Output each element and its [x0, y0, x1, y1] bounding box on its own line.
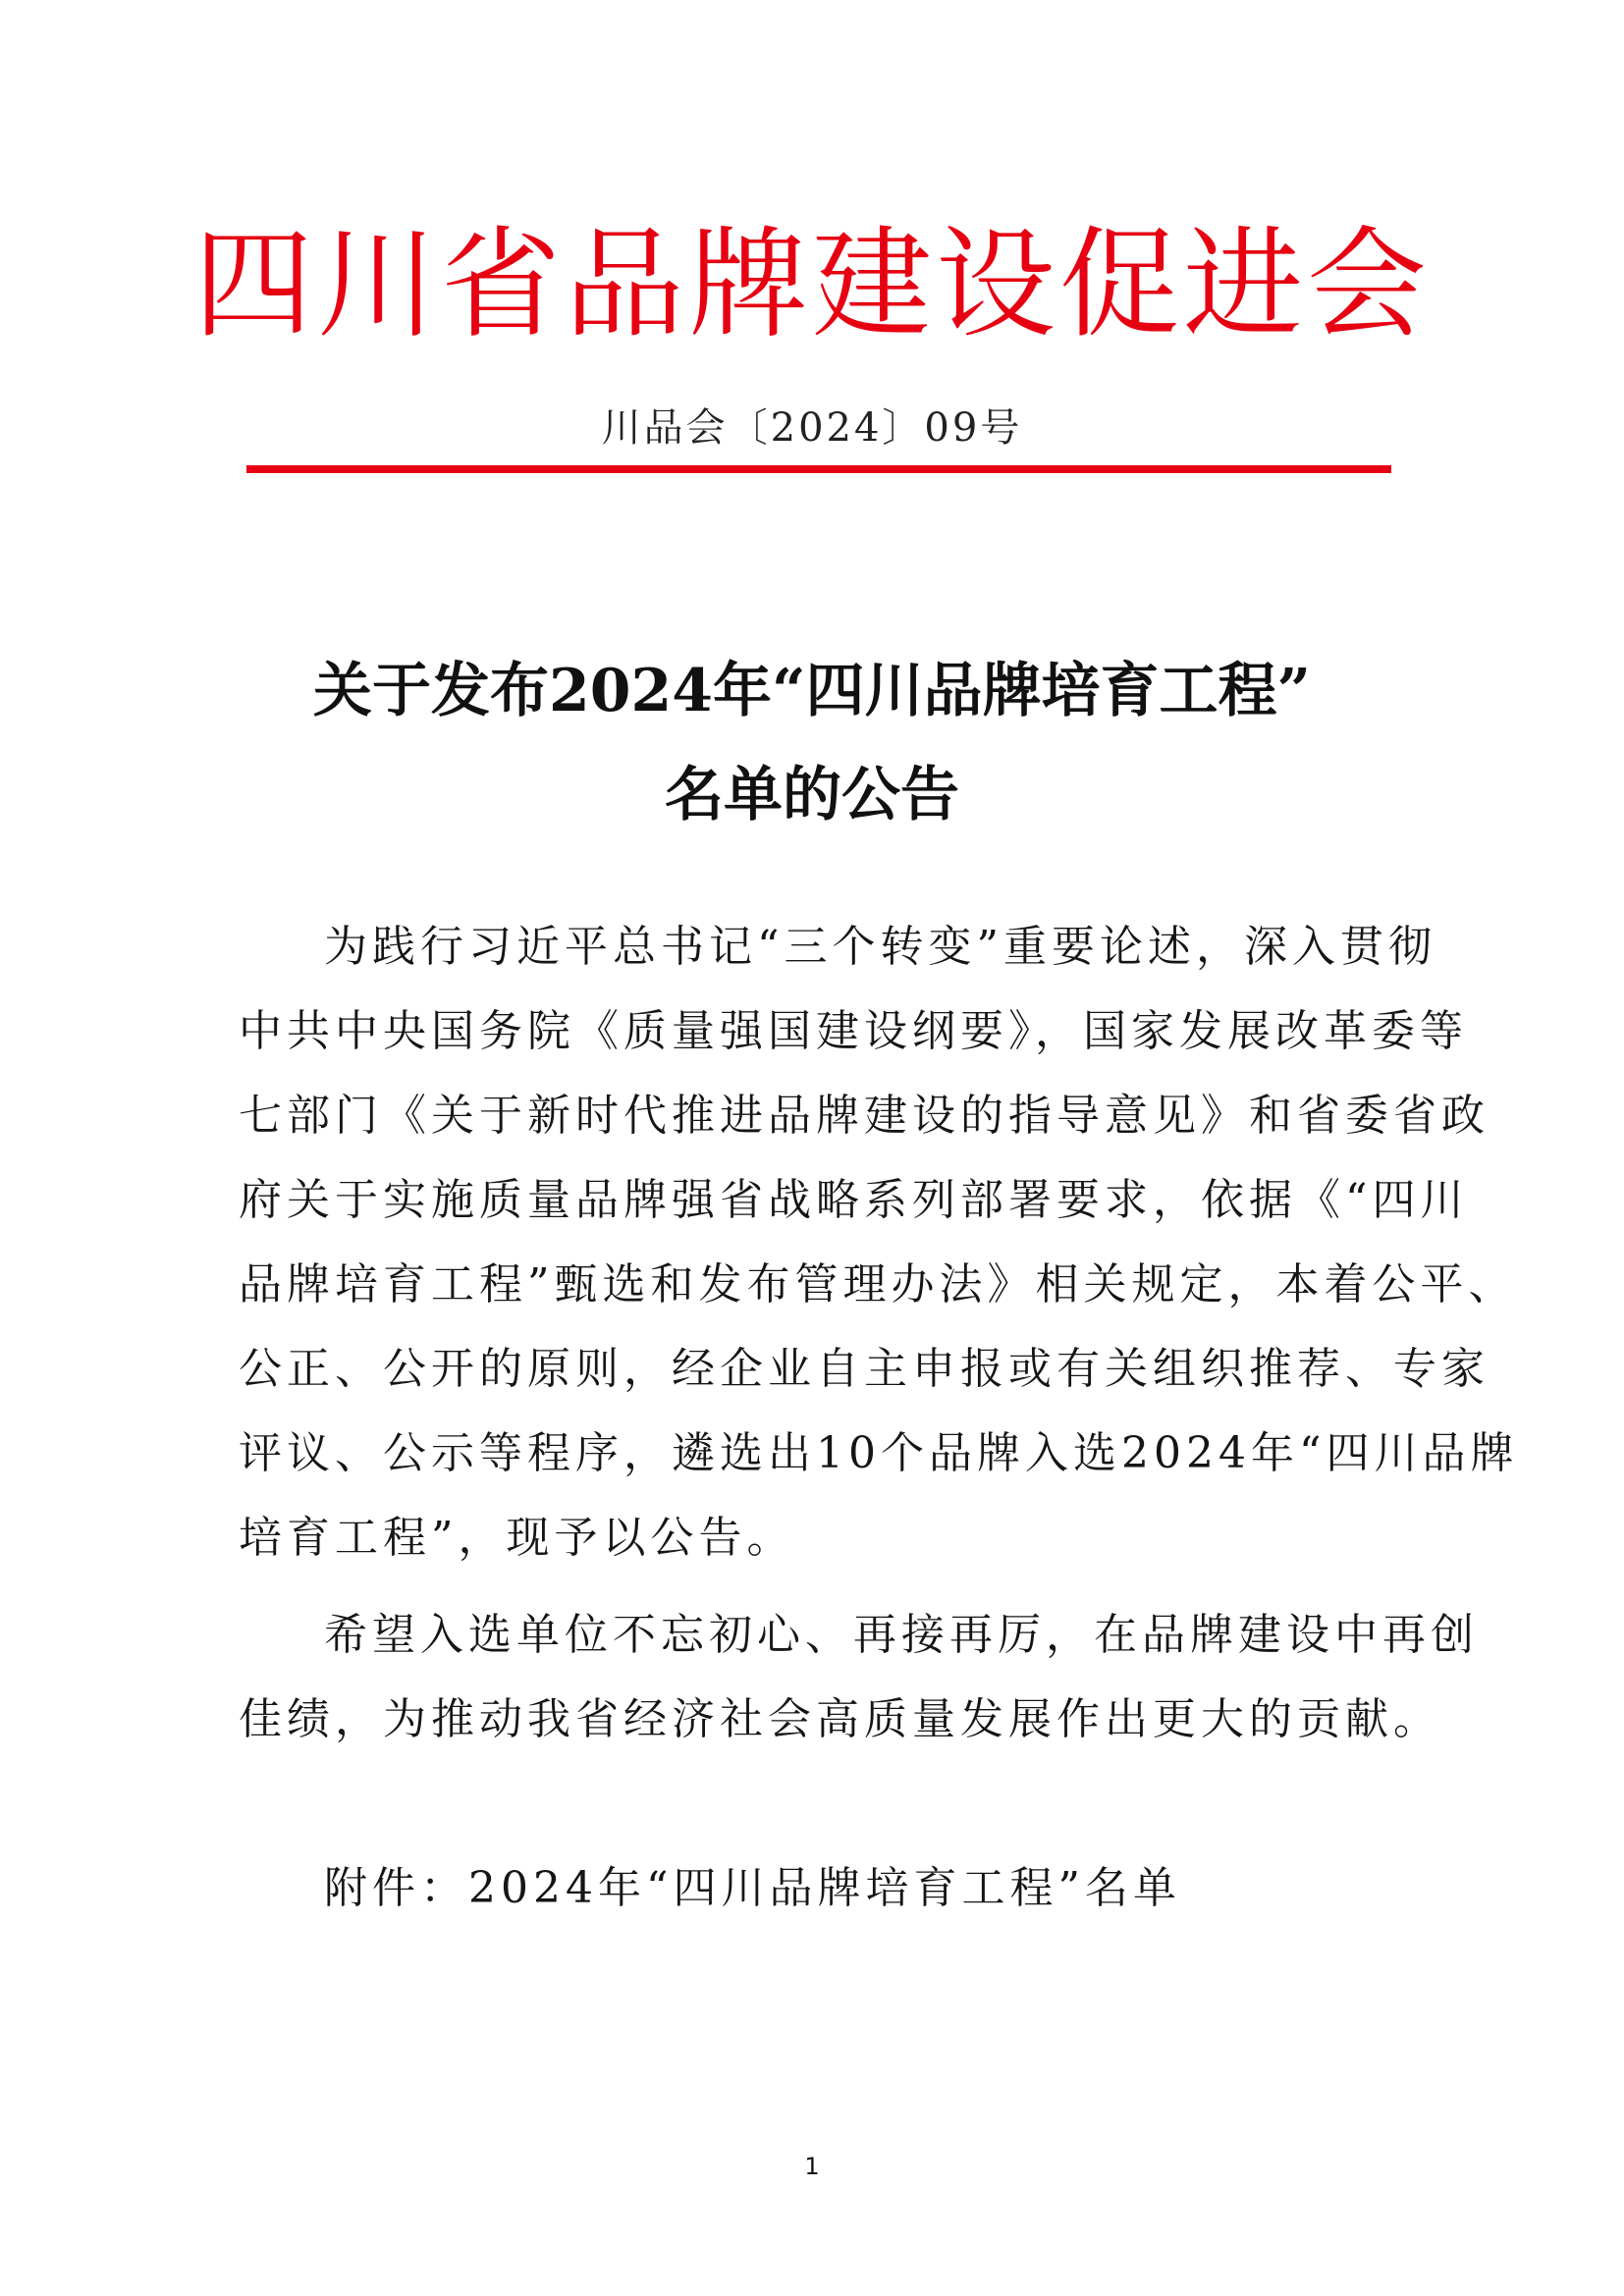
document-title-line-2: 名单的公告: [665, 761, 959, 829]
paragraph-1-line-1: 为践行习近平总书记“三个转变”重要论述，深入贯彻: [324, 922, 1436, 972]
paragraph-1-line-4: 府关于实施质量品牌强省战略系列部署要求，依据《“四川: [239, 1175, 1469, 1225]
paragraph-1-line-8: 培育工程”，现予以公告。: [239, 1513, 795, 1563]
paragraph-1-line-7: 评议、公示等程序，遴选出10个品牌入选2024年“四川品牌: [239, 1428, 1519, 1478]
attachment-note: 附件：2024年“四川品牌培育工程”名单: [324, 1863, 1181, 1913]
paragraph-2-line-1: 希望入选单位不忘初心、再接再厉，在品牌建设中再创: [324, 1610, 1479, 1660]
document-number: 川品会〔2024〕09号: [601, 405, 1023, 451]
document-title-line-1: 关于发布2024年“四川品牌培育工程”: [312, 657, 1311, 725]
red-divider-line: [246, 465, 1391, 473]
page-number: 1: [804, 2153, 820, 2180]
paragraph-1-line-5: 品牌培育工程”甄选和发布管理办法》相关规定，本着公平、: [239, 1259, 1517, 1309]
paragraph-1-line-6: 公正、公开的原则，经企业自主申报或有关组织推荐、专家: [239, 1344, 1489, 1394]
organization-header: 四川省品牌建设促进会: [193, 215, 1431, 354]
paragraph-2-line-2: 佳绩，为推动我省经济社会高质量发展作出更大的贡献。: [239, 1694, 1441, 1744]
paragraph-1-line-2: 中共中央国务院《质量强国建设纲要》，国家发展改革委等: [239, 1006, 1468, 1056]
paragraph-1-line-3: 七部门《关于新时代推进品牌建设的指导意见》和省委省政: [239, 1091, 1489, 1141]
